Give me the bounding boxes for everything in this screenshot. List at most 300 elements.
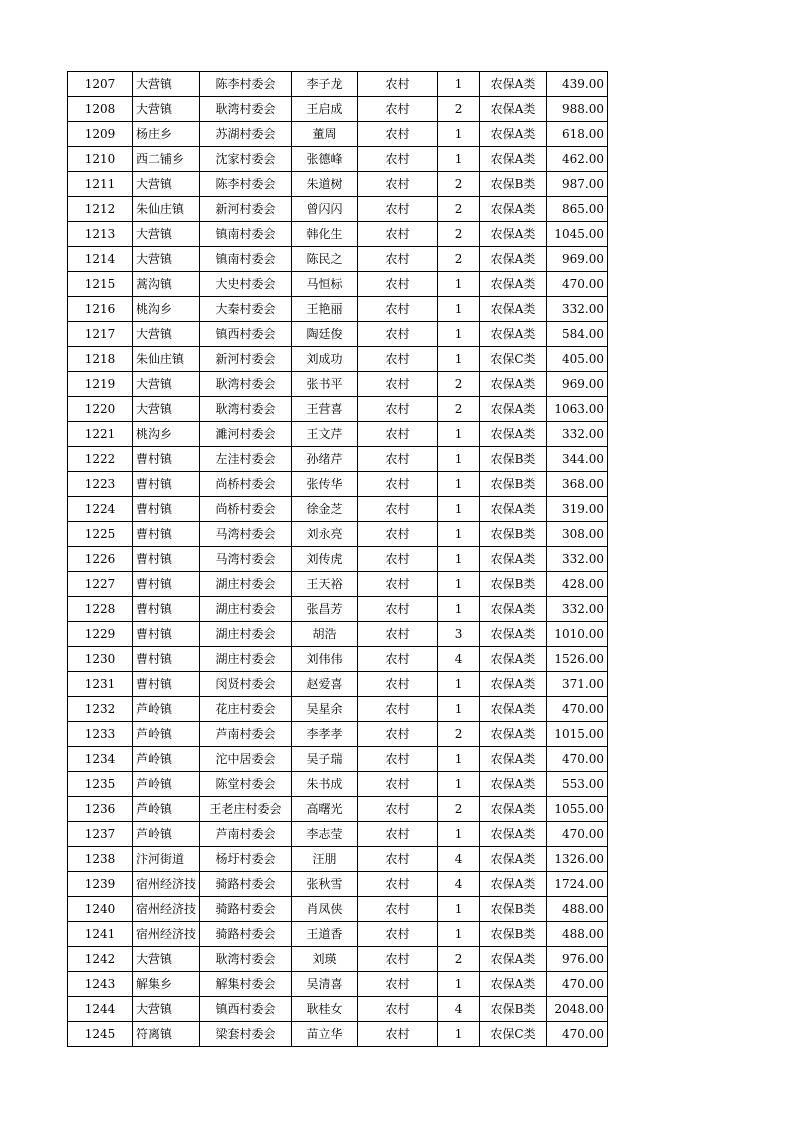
name-cell: 刘瑛 (292, 947, 358, 972)
name-cell: 韩化生 (292, 222, 358, 247)
household-count-cell: 1 (438, 822, 480, 847)
village-cell: 解集村委会 (200, 972, 292, 997)
category-cell: 农保A类 (480, 547, 547, 572)
amount-cell: 1045.00 (547, 222, 608, 247)
amount-cell: 332.00 (547, 547, 608, 572)
name-cell: 张秋雪 (292, 872, 358, 897)
category-cell: 农保B类 (480, 522, 547, 547)
category-cell: 农保A类 (480, 422, 547, 447)
area-type-cell: 农村 (358, 297, 438, 322)
area-type-cell: 农村 (358, 347, 438, 372)
household-count-cell: 1 (438, 672, 480, 697)
village-cell: 耿湾村委会 (200, 397, 292, 422)
amount-cell: 308.00 (547, 522, 608, 547)
category-cell: 农保B类 (480, 922, 547, 947)
table-row (68, 147, 608, 172)
village-cell: 马湾村委会 (200, 522, 292, 547)
category-cell: 农保A类 (480, 397, 547, 422)
town-cell: 曹村镇 (133, 572, 200, 597)
category-cell: 农保A类 (480, 822, 547, 847)
row-number: 1214 (68, 247, 133, 272)
amount-cell: 332.00 (547, 297, 608, 322)
name-cell: 吴星余 (292, 697, 358, 722)
area-type-cell: 农村 (358, 497, 438, 522)
table-row (68, 422, 608, 447)
amount-cell: 405.00 (547, 347, 608, 372)
row-number: 1216 (68, 297, 133, 322)
row-number: 1210 (68, 147, 133, 172)
category-cell: 农保B类 (480, 572, 547, 597)
area-type-cell: 农村 (358, 797, 438, 822)
town-cell: 芦岭镇 (133, 797, 200, 822)
name-cell: 吴清喜 (292, 972, 358, 997)
area-type-cell: 农村 (358, 872, 438, 897)
area-type-cell: 农村 (358, 422, 438, 447)
amount-cell: 488.00 (547, 897, 608, 922)
table-row (68, 322, 608, 347)
category-cell: 农保A类 (480, 597, 547, 622)
name-cell: 王文芹 (292, 422, 358, 447)
area-type-cell: 农村 (358, 372, 438, 397)
row-number: 1233 (68, 722, 133, 747)
household-count-cell: 1 (438, 497, 480, 522)
table-body (68, 72, 608, 1047)
area-type-cell: 农村 (358, 572, 438, 597)
village-cell: 濉河村委会 (200, 422, 292, 447)
village-cell: 湖庄村委会 (200, 622, 292, 647)
area-type-cell: 农村 (358, 747, 438, 772)
name-cell: 胡浩 (292, 622, 358, 647)
household-count-cell: 2 (438, 197, 480, 222)
village-cell: 闵贤村委会 (200, 672, 292, 697)
name-cell: 王道香 (292, 922, 358, 947)
table-row (68, 97, 608, 122)
table-row (68, 847, 608, 872)
name-cell: 张昌芳 (292, 597, 358, 622)
household-count-cell: 1 (438, 72, 480, 97)
row-number: 1231 (68, 672, 133, 697)
amount-cell: 439.00 (547, 72, 608, 97)
town-cell: 宿州经济技 (133, 897, 200, 922)
village-cell: 镇南村委会 (200, 222, 292, 247)
town-cell: 大营镇 (133, 372, 200, 397)
name-cell: 曾闪闪 (292, 197, 358, 222)
category-cell: 农保A类 (480, 747, 547, 772)
amount-cell: 371.00 (547, 672, 608, 697)
category-cell: 农保A类 (480, 622, 547, 647)
household-count-cell: 3 (438, 622, 480, 647)
town-cell: 西二铺乡 (133, 147, 200, 172)
household-count-cell: 2 (438, 947, 480, 972)
household-count-cell: 2 (438, 172, 480, 197)
area-type-cell: 农村 (358, 72, 438, 97)
row-number: 1237 (68, 822, 133, 847)
village-cell: 王老庄村委会 (200, 797, 292, 822)
table-row (68, 872, 608, 897)
area-type-cell: 农村 (358, 672, 438, 697)
household-count-cell: 2 (438, 722, 480, 747)
area-type-cell: 农村 (358, 697, 438, 722)
name-cell: 汪朋 (292, 847, 358, 872)
table-row (68, 922, 608, 947)
town-cell: 杨庄乡 (133, 122, 200, 147)
household-count-cell: 1 (438, 772, 480, 797)
area-type-cell: 农村 (358, 922, 438, 947)
table-row (68, 697, 608, 722)
amount-cell: 488.00 (547, 922, 608, 947)
category-cell: 农保A类 (480, 247, 547, 272)
amount-cell: 1015.00 (547, 722, 608, 747)
amount-cell: 1063.00 (547, 397, 608, 422)
town-cell: 宿州经济技 (133, 872, 200, 897)
area-type-cell: 农村 (358, 322, 438, 347)
row-number: 1236 (68, 797, 133, 822)
town-cell: 朱仙庄镇 (133, 347, 200, 372)
category-cell: 农保A类 (480, 197, 547, 222)
table-row (68, 372, 608, 397)
household-count-cell: 1 (438, 297, 480, 322)
amount-cell: 2048.00 (547, 997, 608, 1022)
town-cell: 曹村镇 (133, 672, 200, 697)
category-cell: 农保A类 (480, 772, 547, 797)
household-count-cell: 1 (438, 547, 480, 572)
row-number: 1239 (68, 872, 133, 897)
household-count-cell: 1 (438, 522, 480, 547)
row-number: 1212 (68, 197, 133, 222)
town-cell: 芦岭镇 (133, 822, 200, 847)
town-cell: 解集乡 (133, 972, 200, 997)
area-type-cell: 农村 (358, 822, 438, 847)
village-cell: 陈李村委会 (200, 72, 292, 97)
area-type-cell: 农村 (358, 847, 438, 872)
village-cell: 尚桥村委会 (200, 472, 292, 497)
area-type-cell: 农村 (358, 522, 438, 547)
row-number: 1241 (68, 922, 133, 947)
amount-cell: 969.00 (547, 247, 608, 272)
table-row (68, 572, 608, 597)
village-cell: 杨圩村委会 (200, 847, 292, 872)
household-count-cell: 2 (438, 397, 480, 422)
row-number: 1224 (68, 497, 133, 522)
village-cell: 骑路村委会 (200, 897, 292, 922)
amount-cell: 1010.00 (547, 622, 608, 647)
household-count-cell: 1 (438, 972, 480, 997)
name-cell: 吴子瑞 (292, 747, 358, 772)
area-type-cell: 农村 (358, 772, 438, 797)
town-cell: 芦岭镇 (133, 722, 200, 747)
category-cell: 农保A类 (480, 372, 547, 397)
town-cell: 曹村镇 (133, 472, 200, 497)
table-row (68, 947, 608, 972)
area-type-cell: 农村 (358, 622, 438, 647)
name-cell: 刘传虎 (292, 547, 358, 572)
name-cell: 李孝孝 (292, 722, 358, 747)
category-cell: 农保B类 (480, 997, 547, 1022)
row-number: 1234 (68, 747, 133, 772)
category-cell: 农保A类 (480, 722, 547, 747)
amount-cell: 470.00 (547, 747, 608, 772)
village-cell: 镇西村委会 (200, 322, 292, 347)
category-cell: 农保A类 (480, 647, 547, 672)
amount-cell: 470.00 (547, 272, 608, 297)
village-cell: 芦南村委会 (200, 722, 292, 747)
table-row (68, 997, 608, 1022)
category-cell: 农保A类 (480, 122, 547, 147)
town-cell: 芦岭镇 (133, 747, 200, 772)
town-cell: 宿州经济技 (133, 922, 200, 947)
data-table (67, 71, 608, 1047)
row-number: 1213 (68, 222, 133, 247)
amount-cell: 976.00 (547, 947, 608, 972)
town-cell: 大营镇 (133, 97, 200, 122)
category-cell: 农保C类 (480, 347, 547, 372)
household-count-cell: 2 (438, 247, 480, 272)
town-cell: 曹村镇 (133, 597, 200, 622)
table-row (68, 547, 608, 572)
row-number: 1245 (68, 1022, 133, 1047)
household-count-cell: 1 (438, 272, 480, 297)
category-cell: 农保A类 (480, 147, 547, 172)
amount-cell: 1724.00 (547, 872, 608, 897)
category-cell: 农保A类 (480, 297, 547, 322)
town-cell: 大营镇 (133, 322, 200, 347)
amount-cell: 553.00 (547, 772, 608, 797)
town-cell: 大营镇 (133, 997, 200, 1022)
name-cell: 徐金芝 (292, 497, 358, 522)
name-cell: 苗立华 (292, 1022, 358, 1047)
name-cell: 张书平 (292, 372, 358, 397)
table-row (68, 747, 608, 772)
household-count-cell: 1 (438, 472, 480, 497)
village-cell: 骑路村委会 (200, 922, 292, 947)
household-count-cell: 1 (438, 897, 480, 922)
table-row (68, 247, 608, 272)
town-cell: 大营镇 (133, 172, 200, 197)
amount-cell: 462.00 (547, 147, 608, 172)
amount-cell: 584.00 (547, 322, 608, 347)
category-cell: 农保A类 (480, 797, 547, 822)
amount-cell: 332.00 (547, 597, 608, 622)
table-row (68, 822, 608, 847)
name-cell: 李志莹 (292, 822, 358, 847)
household-count-cell: 1 (438, 347, 480, 372)
area-type-cell: 农村 (358, 722, 438, 747)
village-cell: 沈家村委会 (200, 147, 292, 172)
village-cell: 梁套村委会 (200, 1022, 292, 1047)
town-cell: 大营镇 (133, 222, 200, 247)
row-number: 1211 (68, 172, 133, 197)
town-cell: 蒿沟镇 (133, 272, 200, 297)
village-cell: 花庄村委会 (200, 697, 292, 722)
household-count-cell: 1 (438, 597, 480, 622)
row-number: 1207 (68, 72, 133, 97)
household-count-cell: 2 (438, 222, 480, 247)
row-number: 1225 (68, 522, 133, 547)
table-row (68, 1022, 608, 1047)
category-cell: 农保A类 (480, 947, 547, 972)
household-count-cell: 2 (438, 372, 480, 397)
row-number: 1232 (68, 697, 133, 722)
household-count-cell: 1 (438, 122, 480, 147)
village-cell: 耿湾村委会 (200, 372, 292, 397)
area-type-cell: 农村 (358, 397, 438, 422)
area-type-cell: 农村 (358, 947, 438, 972)
amount-cell: 1326.00 (547, 847, 608, 872)
name-cell: 马恒标 (292, 272, 358, 297)
town-cell: 大营镇 (133, 947, 200, 972)
row-number: 1223 (68, 472, 133, 497)
town-cell: 桃沟乡 (133, 422, 200, 447)
table-row (68, 172, 608, 197)
table-row (68, 197, 608, 222)
name-cell: 刘成功 (292, 347, 358, 372)
table-row (68, 347, 608, 372)
village-cell: 骑路村委会 (200, 872, 292, 897)
name-cell: 张传华 (292, 472, 358, 497)
category-cell: 农保A类 (480, 97, 547, 122)
town-cell: 朱仙庄镇 (133, 197, 200, 222)
town-cell: 大营镇 (133, 72, 200, 97)
table-row (68, 122, 608, 147)
area-type-cell: 农村 (358, 447, 438, 472)
category-cell: 农保A类 (480, 72, 547, 97)
amount-cell: 470.00 (547, 1022, 608, 1047)
category-cell: 农保A类 (480, 222, 547, 247)
town-cell: 汴河街道 (133, 847, 200, 872)
table-row (68, 497, 608, 522)
category-cell: 农保A类 (480, 497, 547, 522)
area-type-cell: 农村 (358, 197, 438, 222)
table-row (68, 647, 608, 672)
area-type-cell: 农村 (358, 472, 438, 497)
household-count-cell: 4 (438, 997, 480, 1022)
name-cell: 刘伟伟 (292, 647, 358, 672)
row-number: 1218 (68, 347, 133, 372)
table-row (68, 522, 608, 547)
amount-cell: 368.00 (547, 472, 608, 497)
amount-cell: 1526.00 (547, 647, 608, 672)
area-type-cell: 农村 (358, 997, 438, 1022)
table-row (68, 397, 608, 422)
town-cell: 符离镇 (133, 1022, 200, 1047)
table-row (68, 72, 608, 97)
amount-cell: 988.00 (547, 97, 608, 122)
household-count-cell: 1 (438, 147, 480, 172)
table-row (68, 797, 608, 822)
village-cell: 新河村委会 (200, 197, 292, 222)
area-type-cell: 农村 (358, 247, 438, 272)
village-cell: 新河村委会 (200, 347, 292, 372)
household-count-cell: 1 (438, 922, 480, 947)
village-cell: 湖庄村委会 (200, 647, 292, 672)
household-count-cell: 4 (438, 847, 480, 872)
table-row (68, 597, 608, 622)
household-count-cell: 1 (438, 572, 480, 597)
household-count-cell: 1 (438, 1022, 480, 1047)
row-number: 1240 (68, 897, 133, 922)
amount-cell: 618.00 (547, 122, 608, 147)
area-type-cell: 农村 (358, 172, 438, 197)
town-cell: 芦岭镇 (133, 772, 200, 797)
household-count-cell: 2 (438, 797, 480, 822)
name-cell: 朱书成 (292, 772, 358, 797)
village-cell: 左洼村委会 (200, 447, 292, 472)
area-type-cell: 农村 (358, 272, 438, 297)
row-number: 1220 (68, 397, 133, 422)
village-cell: 大秦村委会 (200, 297, 292, 322)
row-number: 1226 (68, 547, 133, 572)
area-type-cell: 农村 (358, 222, 438, 247)
town-cell: 桃沟乡 (133, 297, 200, 322)
row-number: 1238 (68, 847, 133, 872)
household-count-cell: 4 (438, 647, 480, 672)
row-number: 1209 (68, 122, 133, 147)
area-type-cell: 农村 (358, 1022, 438, 1047)
household-count-cell: 1 (438, 697, 480, 722)
row-number: 1242 (68, 947, 133, 972)
amount-cell: 319.00 (547, 497, 608, 522)
category-cell: 农保A类 (480, 847, 547, 872)
village-cell: 尚桥村委会 (200, 497, 292, 522)
row-number: 1230 (68, 647, 133, 672)
table-row (68, 472, 608, 497)
amount-cell: 470.00 (547, 972, 608, 997)
village-cell: 马湾村委会 (200, 547, 292, 572)
town-cell: 曹村镇 (133, 622, 200, 647)
town-cell: 芦岭镇 (133, 697, 200, 722)
table-row (68, 272, 608, 297)
village-cell: 湖庄村委会 (200, 572, 292, 597)
name-cell: 王天裕 (292, 572, 358, 597)
town-cell: 大营镇 (133, 247, 200, 272)
table-row (68, 297, 608, 322)
village-cell: 陈李村委会 (200, 172, 292, 197)
table-row (68, 897, 608, 922)
row-number: 1228 (68, 597, 133, 622)
town-cell: 大营镇 (133, 397, 200, 422)
town-cell: 曹村镇 (133, 522, 200, 547)
category-cell: 农保A类 (480, 272, 547, 297)
village-cell: 耿湾村委会 (200, 947, 292, 972)
amount-cell: 1055.00 (547, 797, 608, 822)
category-cell: 农保B类 (480, 472, 547, 497)
name-cell: 王营喜 (292, 397, 358, 422)
name-cell: 陶廷俊 (292, 322, 358, 347)
area-type-cell: 农村 (358, 97, 438, 122)
category-cell: 农保A类 (480, 972, 547, 997)
name-cell: 张德峰 (292, 147, 358, 172)
amount-cell: 344.00 (547, 447, 608, 472)
village-cell: 耿湾村委会 (200, 97, 292, 122)
name-cell: 孙绪芹 (292, 447, 358, 472)
village-cell: 镇西村委会 (200, 997, 292, 1022)
name-cell: 高曙光 (292, 797, 358, 822)
area-type-cell: 农村 (358, 647, 438, 672)
household-count-cell: 1 (438, 422, 480, 447)
category-cell: 农保C类 (480, 1022, 547, 1047)
name-cell: 赵爱喜 (292, 672, 358, 697)
town-cell: 曹村镇 (133, 547, 200, 572)
name-cell: 耿桂女 (292, 997, 358, 1022)
table-row (68, 772, 608, 797)
amount-cell: 332.00 (547, 422, 608, 447)
household-count-cell: 1 (438, 447, 480, 472)
amount-cell: 969.00 (547, 372, 608, 397)
area-type-cell: 农村 (358, 547, 438, 572)
category-cell: 农保A类 (480, 872, 547, 897)
amount-cell: 987.00 (547, 172, 608, 197)
row-number: 1215 (68, 272, 133, 297)
